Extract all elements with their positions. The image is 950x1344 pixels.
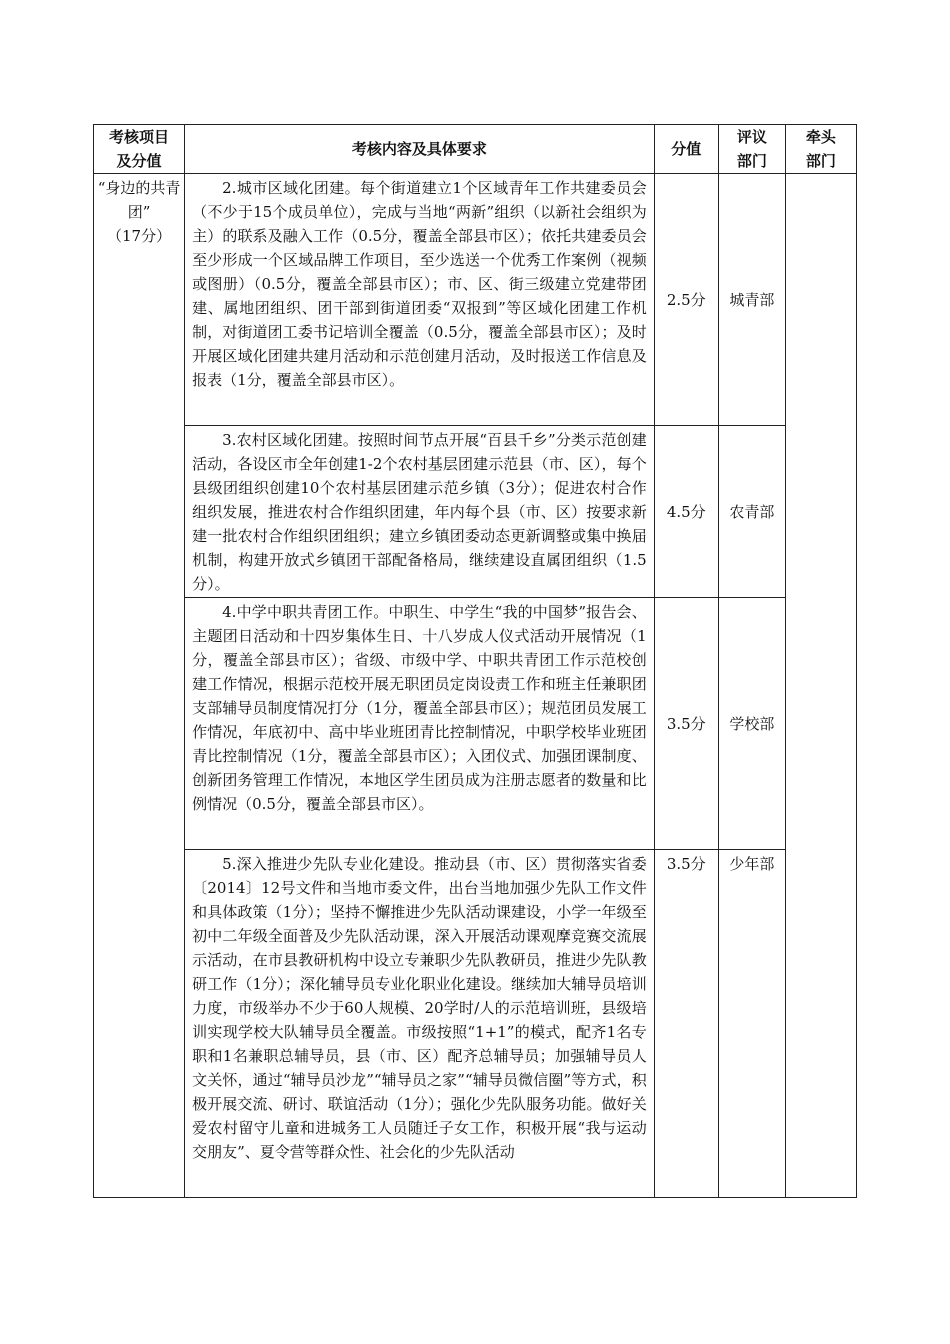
header-score: 分值 [654,125,718,174]
category-cell: “身边的共青团” （17分） [94,174,185,1198]
reviewer-cell: 农青部 [718,426,785,598]
table-row [94,426,857,598]
content-cell: 2.城市区域化团建。每个街道建立1个区域青年工作共建委员会（不少于15个成员单位），完成与当地“两新”组织（以新社会组织为主）的联系及融入工作（0.5分，覆盖全部县市区）；依托共建委员会至少形成一个区域品牌工作项目，至少选送一个优秀工作案例（视频或图册）（0.5分，覆盖全部县市区）；市、区、街三级建立党建带团建、属地团组织、团干部到街道团委“双报到”等区域化团建工作机制，对街道团工委书记培训全覆盖（0.5分，覆盖全部县市区）；及时开展区域化团建共建月活动和示范创建月活动，及时报送工作信息及报表（1分，覆盖全部县市区）。 [185,174,655,426]
content-cell: 5.深入推进少先队专业化建设。推动县（市、区）贯彻落实省委〔2014〕12号文件和当地市委文件，出台当地加强少先队工作文件和具体政策（1分）；坚持不懈推进少先队活动课建设，小学一年级至初中二年级全面普及少先队活动课，深入开展活动课观摩竞赛交流展示活动，在市县教研机构中设立专兼职少先队教研员，推进少先队教研工作（1分）；深化辅导员专业化职业化建设。继续加大辅导员培训力度，市级举办不少于60人规模、20学时/人的示范培训班，县级培训实现学校大队辅导员全覆盖。市级按照“1+1”的模式，配齐1名专职和1名兼职总辅导员，县（市、区）配齐总辅导员；加强辅导员人文关怀，通过“辅导员沙龙”“辅导员之家”“辅导员微信圈”等方式，积极开展交流、研讨、联谊活动（1分）；强化少先队服务功能。做好关爱农村留守儿童和进城务工人员随迁子女工作，积极开展“我与运动交朋友”、夏令营等群众性、社会化的少先队活动 [185,850,655,1198]
table-row [94,598,857,850]
header-content: 考核内容及具体要求 [185,125,655,174]
reviewer-cell: 学校部 [718,598,785,850]
score-cell: 3.5分 [654,850,718,1198]
score-cell: 2.5分 [654,174,718,426]
score-cell: 4.5分 [654,426,718,598]
reviewer-cell: 少年部 [718,850,785,1198]
assessment-table [93,124,857,1198]
content-cell: 4.中学中职共青团工作。中职生、中学生“我的中国梦”报告会、主题团日活动和十四岁集体生日、十八岁成人仪式活动开展情况（1分，覆盖全部县市区）；省级、市级中学、中职共青团工作示范校创建工作情况，根据示范校开展无职团员定岗设责工作和班主任兼职团支部辅导员制度情况打分（1分，覆盖全部县市区）；规范团员发展工作情况，年底初中、高中毕业班团青比控制情况，中职学校毕业班团青比控制情况（1分，覆盖全部县市区）；入团仪式、加强团课制度、创新团务管理工作情况，本地区学生团员成为注册志愿者的数量和比例情况（0.5分，覆盖全部县市区）。 [185,598,655,850]
score-cell: 3.5分 [654,598,718,850]
table-row [94,850,857,1198]
header-row [94,125,857,174]
header-reviewer: 评议 部门 [718,125,785,174]
reviewer-cell: 城青部 [718,174,785,426]
lead-cell [785,174,856,1198]
header-item: 考核项目 及分值 [94,125,185,174]
header-lead: 牵头 部门 [785,125,856,174]
table-row [94,174,857,426]
content-cell: 3.农村区域化团建。按照时间节点开展“百县千乡”分类示范创建活动，各设区市全年创建1-2个农村基层团建示范县（市、区），每个县级团组织创建10个农村基层团建示范乡镇（3分）；促进农村合作组织发展，推进农村合作组织团建，年内每个县（市、区）按要求新建一批农村合作组织团组织；建立乡镇团委动态更新调整或集中换届机制，构建开放式乡镇团干部配备格局，继续建设直属团组织（1.5分）。 [185,426,655,598]
